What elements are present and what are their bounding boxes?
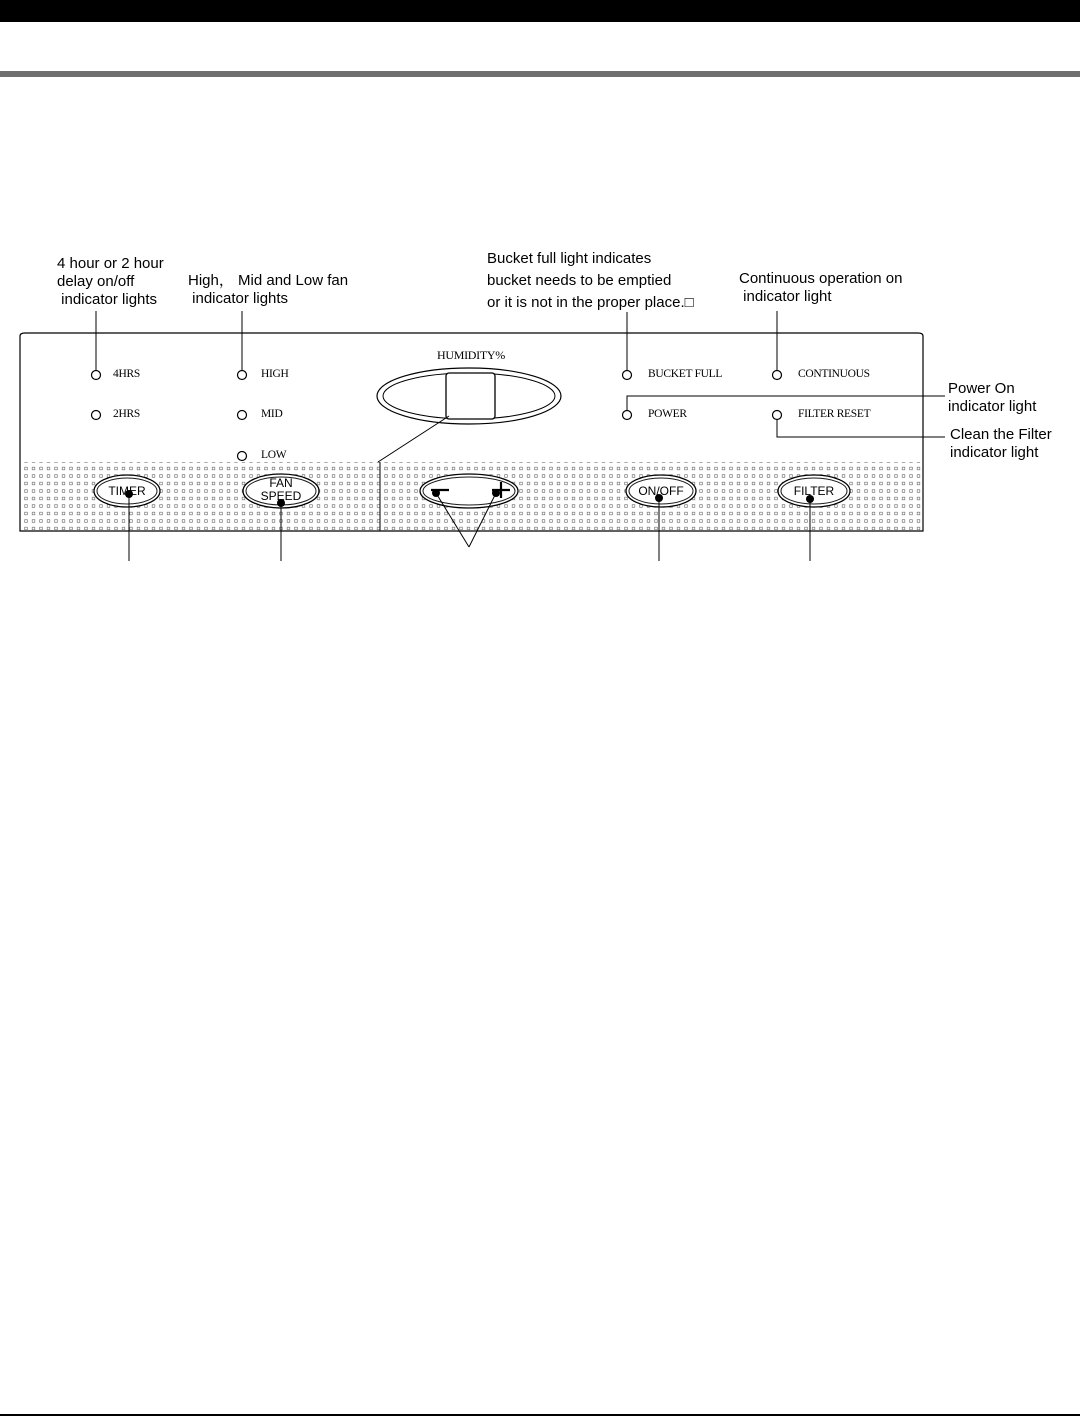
- label-2hrs: 2HRS: [113, 408, 140, 420]
- led-mid: [238, 411, 247, 420]
- fan-speed-button[interactable]: FAN SPEED: [260, 476, 302, 503]
- fan-lights-callout: High， Mid and Low fan indicator lights: [188, 272, 349, 307]
- label-mid: MID: [261, 408, 283, 420]
- led-continuous: [773, 371, 782, 380]
- label-bucket-full: BUCKET FULL: [648, 368, 723, 380]
- led-power: [623, 411, 632, 420]
- humidity-display-screen: [446, 373, 495, 419]
- bucket-full-callout: Bucket full light indicates bucket needs to be emptied or it is not in the proper place.□: [487, 250, 694, 311]
- led-2hrs: [92, 411, 101, 420]
- clean-filter-callout: Clean the Filter indicator light: [950, 426, 1052, 461]
- on-off-button[interactable]: ON/OFF: [638, 484, 684, 498]
- led-low: [238, 452, 247, 461]
- label-filter-reset: FILTER RESET: [798, 408, 871, 420]
- timer-lights-callout: 4 hour or 2 hour delay on/off indicator lights: [57, 255, 164, 308]
- label-high: HIGH: [261, 368, 289, 380]
- power-on-callout: Power On indicator light: [948, 380, 1037, 415]
- led-filter-reset: [773, 411, 782, 420]
- humidity-title: HUMIDITY%: [437, 348, 505, 362]
- label-low: LOW: [261, 449, 287, 461]
- label-power: POWER: [648, 408, 687, 420]
- label-continuous: CONTINUOUS: [798, 368, 870, 380]
- humidity-adjust-button[interactable]: [420, 474, 518, 508]
- led-high: [238, 371, 247, 380]
- filter-button[interactable]: FILTER: [793, 484, 835, 498]
- timer-button[interactable]: TIMER: [108, 484, 146, 498]
- continuous-callout: Continuous operation on indicator light: [739, 270, 903, 305]
- led-bucket-full: [623, 371, 632, 380]
- label-4hrs: 4HRS: [113, 368, 140, 380]
- led-4hrs: [92, 371, 101, 380]
- bottom-rule: [0, 1414, 1080, 1416]
